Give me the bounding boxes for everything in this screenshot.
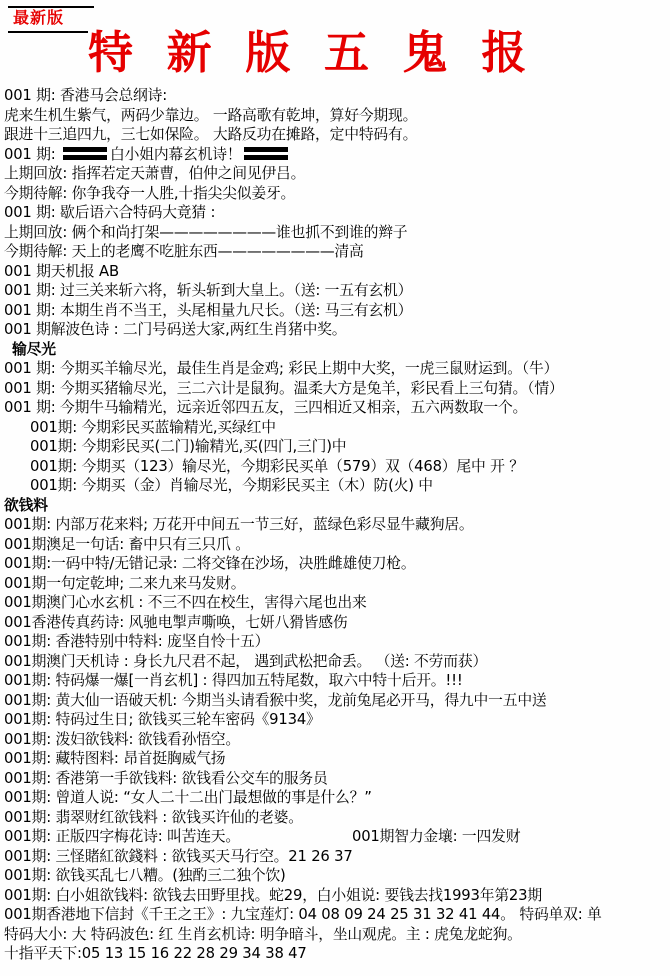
text-segment: 001期智力金壤: 一四发财 <box>351 828 521 845</box>
badge-bottom-rule <box>8 31 88 33</box>
text-line: 001香港传真药诗: 风驰电掣声嘶唤，七妍八猾皆感伤 <box>4 613 348 631</box>
text-line: 今期待解: 你争我夺一人胜,十指尖尖似姜牙。 <box>4 184 296 202</box>
column-gap <box>240 840 352 841</box>
text-line: 上期回放: 指挥若定天萧曹，伯仲之间见伊吕。 <box>4 165 306 182</box>
text-segment: 001 期: <box>4 145 61 163</box>
text-line: 001期: 今期彩民买蓝输精光,买绿红中 <box>30 418 276 436</box>
text-line: 001期: 香港特别中特料: 庞坚自怜十五） <box>4 633 270 650</box>
text-line: 001 期: 过三关来斩六将，斩头斩到大皇上。（送: 一五有玄机） <box>4 282 413 299</box>
text-line: 001期: 今期买（123）输尽光，今期彩民买单（579）双（468）尾中 开 ？ <box>30 457 524 475</box>
text-line: 001期香港地下信封《千王之王》: 九宝莲灯: 04 08 09 24 25 31 32 41 44。 特码单双: 单 <box>4 906 602 923</box>
text-line: 001期澳足一句话: 畜中只有三只爪 。 <box>4 535 250 553</box>
text-line: 输尽光 <box>12 340 56 358</box>
text-line: 十指平天下:05 13 15 16 22 28 29 34 38 47 <box>4 945 307 962</box>
text-line: 001期: 香港第一手欲钱料: 欲钱看公交车的服务员 <box>4 769 328 787</box>
text-line: 001 期: 本期生肖不当王，头尾相量九尺长。（送: 马三有玄机） <box>4 301 413 319</box>
text-line: 001期澳门心水玄机 : 不三不四在校生，害得六尾也出来 <box>4 594 367 611</box>
text-segment: 白小姐内幕玄机诗！ <box>110 145 242 163</box>
text-line: 001期: 黄大仙一语破天机: 今期当头请看猴中奖，龙前兔尾必开马，得九中一五中送 <box>4 691 547 709</box>
text-line: 001期: 内部万花来料; 万花开中间五一节三好，蓝绿色彩尽显牛藏狗居。 <box>4 516 474 533</box>
text-line: 001期: 特码过生日; 欲钱买三轮车密码《9134》 <box>4 711 321 728</box>
text-line: 001期: 曾道人说: “女人二十二出门最想做的事是什么？” <box>4 789 372 806</box>
text-line: 001 期天机报 AB <box>4 262 119 280</box>
black-bars-icon <box>63 147 107 160</box>
text-line: 001期: 特码爆一爆[一肖玄机] : 得四加五特尾数，取六中特十后开。!!! <box>4 672 463 689</box>
text-line: 001期: 三怪賭紅欲錢料 : 欲钱买天马行空。21 26 37 <box>4 847 353 865</box>
text-line: 001期: 白小姐欲钱料: 欲钱去田野里找。蛇29，白小姐说: 要钱去找1993年第23期 <box>4 886 542 904</box>
report-body <box>4 86 668 964</box>
text-line: 001 期: 香港马会总纲诗: <box>4 87 167 104</box>
text-line: 特码大小: 大 特码波色: 红 生肖玄机诗: 明争暗斗，坐山观虎。主 : 虎兔龙蛇狗。 <box>4 925 522 943</box>
text-line: 跟进十三追四九，三七如保险。 大路反功在摊路，定中特码有。 <box>4 126 418 143</box>
text-line: 001期一句定乾坤; 二来九来马发财。 <box>4 574 246 592</box>
text-line: 001期: 今期买（金）肖输尽光，今期彩民买主（木）防(火) 中 <box>30 477 433 494</box>
text-line: 上期回放: 俩个和尚打架————————谁也抓不到谁的辫子 <box>4 223 408 241</box>
text-line: 欲钱料 <box>4 496 48 514</box>
black-bars-icon <box>244 147 288 160</box>
text-line: 001 期解波色诗 : 二门号码送大家,两红生肖猪中奖。 <box>4 321 347 338</box>
text-line: 虎来生机生紫气，两码少靠边。 一路高歌有乾坤，算好今期现。 <box>4 106 418 124</box>
text-line <box>4 827 668 847</box>
text-line: 001期: 翡翠财红欲钱料 : 欲钱买许仙的老婆。 <box>4 808 303 826</box>
text-line: 001 期: 今期牛马输精光，远亲近邻四五友，三四相近又相亲，五六两数取一个。 <box>4 399 528 416</box>
text-line: 001 期: 今期买猪输尽光，三二六计是鼠狗。温柔大方是兔羊，彩民看上三句猜。（情） <box>4 379 564 397</box>
text-line: 001期: 泼妇欲钱料: 欲钱看孙悟空。 <box>4 730 240 748</box>
text-line: 001期: 欲钱买乱七八糟。(独酌三二独个饮) <box>4 867 286 884</box>
text-line: 001期:一码中特/无错记录: 二将交锋在沙场，决胜雌雄使刀枪。 <box>4 555 416 572</box>
page-title: 特 新 版 五 鬼 报 <box>88 26 536 79</box>
text-line <box>4 145 668 165</box>
text-line: 001期: 今期彩民买(二门)输精光,买(四门,三门)中 <box>30 438 347 455</box>
text-segment: 001期: 正版四字梅花诗: 叫苦连天。 <box>4 828 240 845</box>
text-line: 001期: 藏特图料: 昂首挺胸威气扬 <box>4 750 226 767</box>
text-line: 今期待解: 天上的老鹰不吃脏东西————————清高 <box>4 243 364 260</box>
text-line: 001 期: 今期买羊输尽光，最佳生肖是金鸡; 彩民上期中大奖，一虎三鼠财运到。（牛） <box>4 360 559 377</box>
text-line: 001 期: 歇后语六合特码大竟猜 : <box>4 204 216 221</box>
latest-edition-badge: 最新版 <box>13 8 65 27</box>
text-line: 001期澳门天机诗 : 身长九尺君不起， 遇到武松把命丢。 （送: 不劳而获） <box>4 652 488 670</box>
